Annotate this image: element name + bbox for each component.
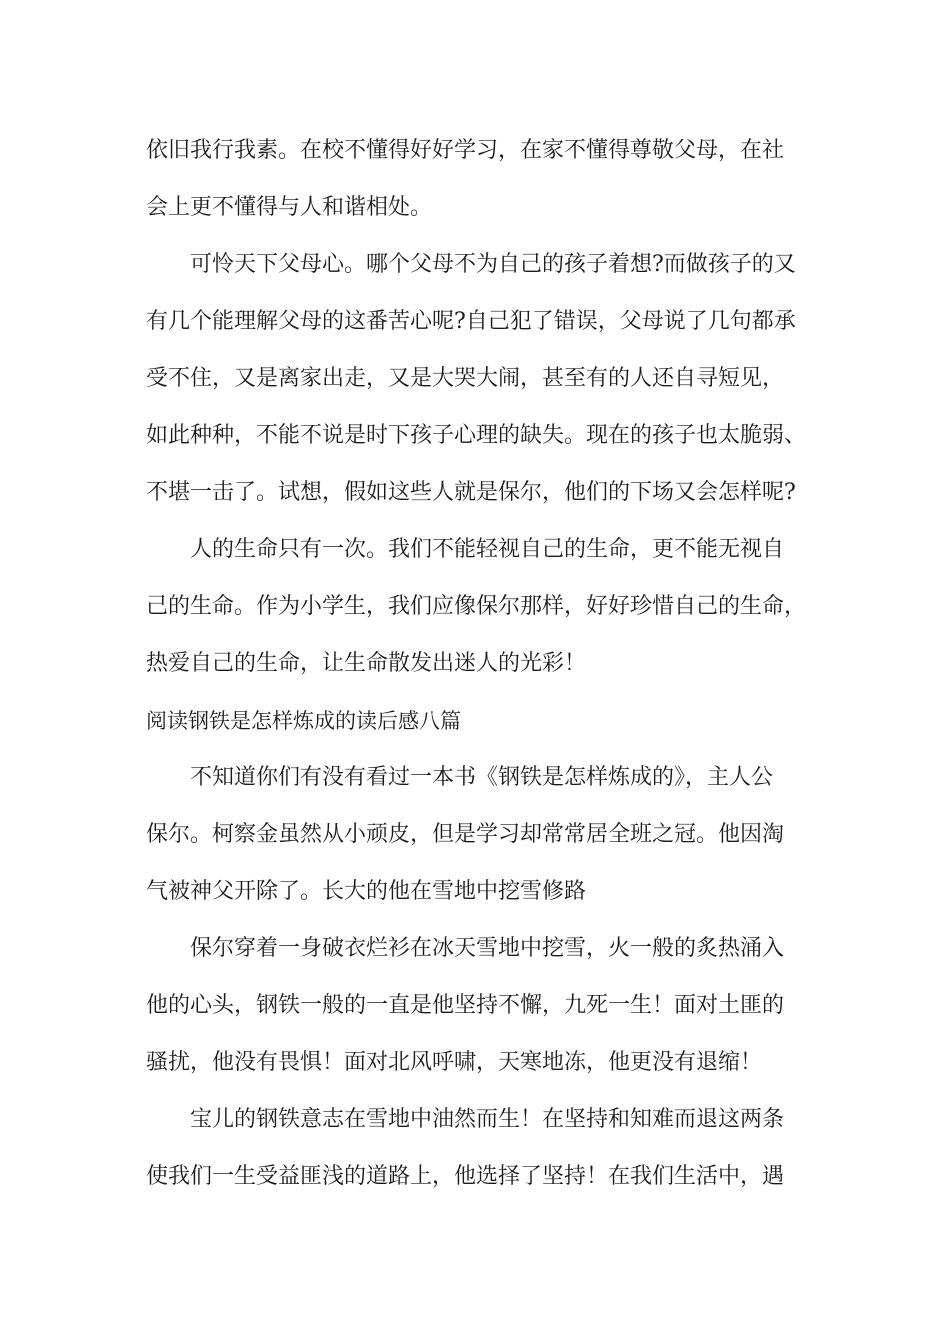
section-heading: 阅读钢铁是怎样炼成的读后感八篇 (146, 709, 461, 733)
text-line: 如此种种，不能不说是时下孩子心理的缺失。现在的孩子也太脆弱、 (146, 423, 807, 448)
text-line: 使我们一生受益匪浅的道路上，他选择了坚持！在我们生活中，遇 (146, 1164, 785, 1189)
paragraph-start-line: 宝儿的钢铁意志在雪地中油然而生！在坚持和知难而退这两条 (190, 1107, 785, 1132)
text-line: 会上更不懂得与人和谐相处。 (146, 195, 433, 220)
text-line: 他的心头，钢铁一般的一直是他坚持不懈，九死一生！面对土匪的 (146, 993, 785, 1018)
paragraph-start-line: 保尔穿着一身破衣烂衫在冰天雪地中挖雪，火一般的炙热涌入 (190, 936, 785, 961)
text-line: 不堪一击了。试想，假如这些人就是保尔，他们的下场又会怎样呢? (146, 480, 796, 505)
text-line: 气被神父开除了。长大的他在雪地中挖雪修路 (146, 879, 587, 904)
text-line: 热爱自己的生命，让生命散发出迷人的光彩！ (146, 651, 587, 676)
text-line: 己的生命。作为小学生，我们应像保尔那样，好好珍惜自己的生命， (146, 594, 807, 619)
text-line: 保尔。柯察金虽然从小顽皮，但是学习却常常居全班之冠。他因淘 (146, 822, 785, 847)
text-line: 骚扰，他没有畏惧！面对北风呼啸，天寒地冻，他更没有退缩！ (146, 1050, 763, 1075)
paragraph-start-line: 可怜天下父母心。哪个父母不为自己的孩子着想?而做孩子的又 (190, 252, 796, 277)
text-line: 依旧我行我素。在校不懂得好好学习，在家不懂得尊敬父母，在社 (146, 138, 785, 163)
paragraph-start-line: 不知道你们有没有看过一本书《钢铁是怎样炼成的》，主人公 (190, 765, 774, 790)
text-line: 受不住，又是离家出走，又是大哭大闹，甚至有的人还自寻短见， (146, 366, 785, 391)
paragraph-start-line: 人的生命只有一次。我们不能轻视自己的生命，更不能无视自 (190, 537, 785, 562)
text-line: 有几个能理解父母的这番苦心呢?自己犯了错误，父母说了几句都承 (146, 309, 796, 334)
